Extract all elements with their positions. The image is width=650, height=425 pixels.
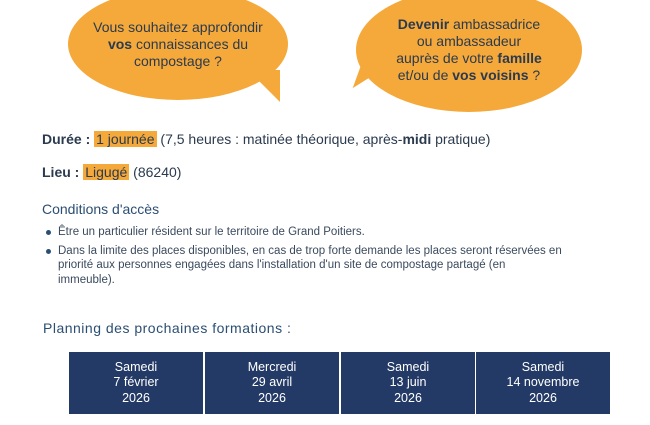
bubble-right-t5: ? — [532, 67, 541, 83]
conditions-title: Conditions d'accès — [42, 201, 160, 217]
date-day: Samedi — [386, 359, 430, 374]
speech-bubble-right-text — [374, 16, 564, 84]
bubble-right-bold-devenir: Devenir — [397, 16, 450, 32]
date-date: 14 novembre — [506, 375, 580, 390]
duree-label: Durée : — [42, 131, 91, 147]
date-date: 13 juin — [389, 375, 427, 390]
lieu-value: Ligugé — [85, 164, 128, 180]
lieu-label: Lieu : — [42, 164, 80, 180]
bubble-right-bold-voisins: voisins — [480, 67, 529, 83]
date-date: 7 février — [113, 375, 159, 390]
date-date: 29 avril — [251, 375, 293, 390]
bubble-left-bold: vos — [107, 35, 133, 52]
lieu-line — [42, 164, 181, 180]
conditions-list — [44, 225, 564, 291]
date-box — [476, 352, 610, 414]
bubble-right-bold-famille: famille — [497, 50, 542, 66]
bubble-right-t4: et/ou de — [397, 67, 449, 83]
duree-detail-bold: midi — [402, 131, 432, 147]
speech-bubble-left-text — [83, 19, 273, 70]
lieu-detail: (86240) — [133, 164, 182, 180]
duree-value: 1 journée — [96, 131, 155, 147]
date-year: 2026 — [394, 390, 422, 405]
date-year: 2026 — [258, 390, 286, 405]
date-box — [341, 352, 475, 414]
duree-detail-post: pratique) — [435, 131, 491, 147]
bubble-right-bold-vos: vos — [452, 67, 477, 83]
bubble-left-rest: connaissances du compostage ? — [134, 35, 249, 69]
date-day: Samedi — [114, 359, 158, 374]
list-item — [44, 225, 564, 240]
date-box — [205, 352, 339, 414]
bubble-left-line1: Vous souhaitez approfondir — [93, 18, 263, 35]
bullet-icon — [46, 230, 51, 235]
date-day: Samedi — [521, 359, 565, 374]
date-day: Mercredi — [247, 359, 297, 374]
date-year: 2026 — [529, 390, 557, 405]
planning-title: Planning des prochaines formations : — [43, 320, 292, 336]
condition-text: Dans la limite des places disponibles, en cas de trop forte demande les places seront réservées en priorité aux personnes engagées dans l'installation d'un site de compostage partagé (en immeuble). — [58, 244, 562, 286]
speech-bubble-right — [356, 0, 582, 112]
bullet-icon — [46, 249, 51, 254]
duree-line — [42, 131, 490, 147]
duree-detail-pre: (7,5 heures : matinée théorique, après- — [160, 131, 403, 147]
bubble-right-t1: ambassadrice — [453, 16, 541, 32]
list-item — [44, 244, 564, 288]
bubble-right-t3: auprès de votre — [396, 50, 494, 66]
condition-text: Être un particulier résident sur le territoire de Grand Poitiers. — [58, 226, 365, 238]
bubble-right-t2: ou ambassadeur — [416, 33, 522, 49]
date-year: 2026 — [122, 390, 150, 405]
date-box — [69, 352, 203, 414]
